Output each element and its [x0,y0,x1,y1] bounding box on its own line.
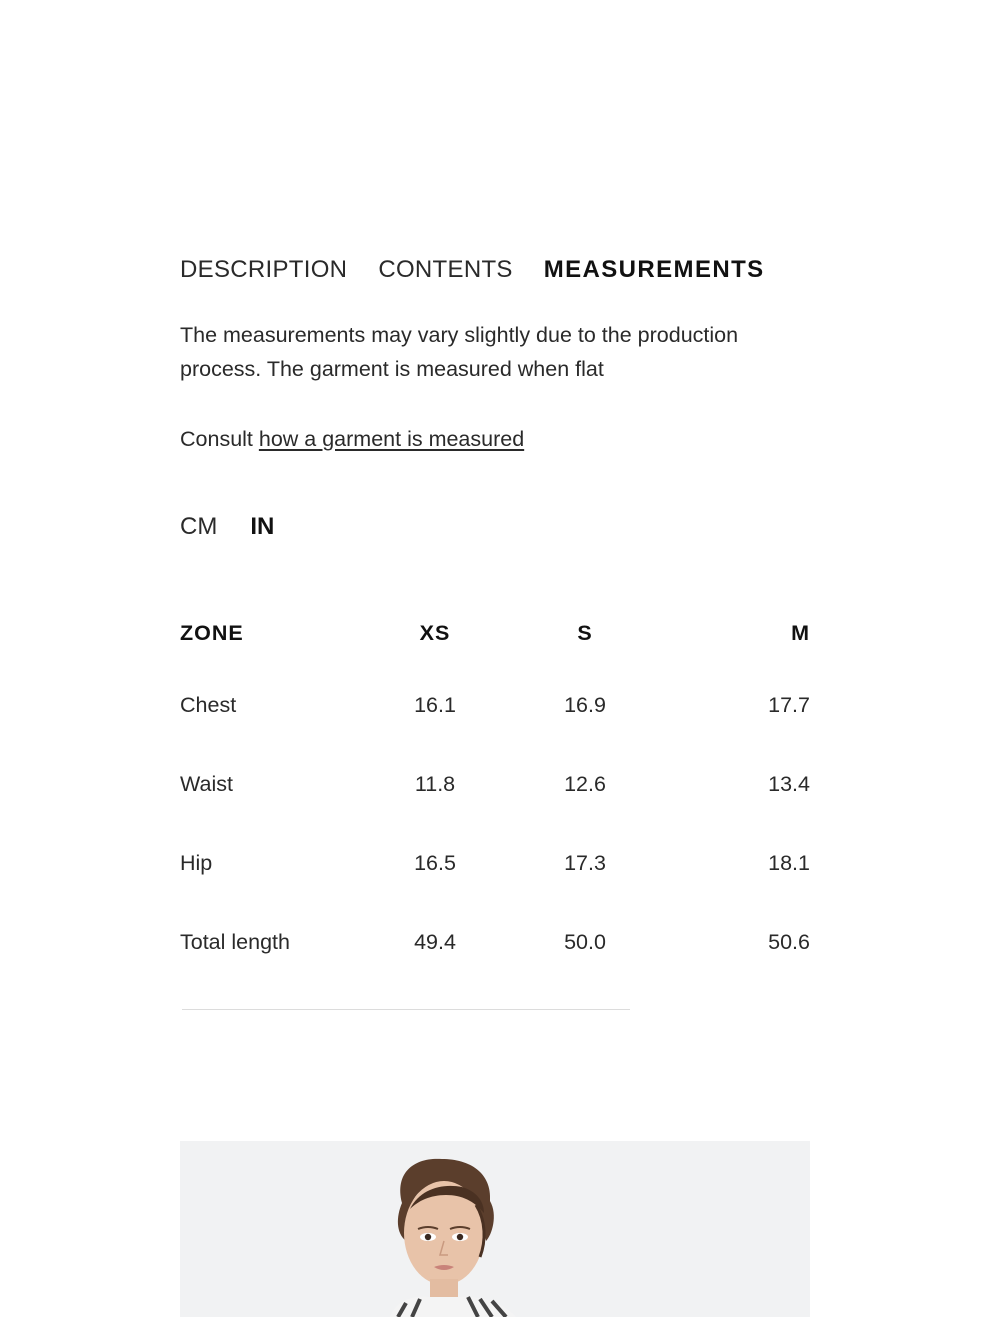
unit-in-button[interactable]: IN [250,513,275,540]
value-cell: 13.4 [768,772,810,796]
column-header-s: S [577,620,593,645]
value-cell: 11.8 [414,772,456,796]
column-header-m: M [791,620,810,645]
value-cell: 16.1 [414,693,456,717]
tab-measurements[interactable]: MEASUREMENTS [543,256,765,283]
zone-cell: Total length [180,930,290,954]
table-header-row [180,600,810,666]
consult-line [180,427,524,452]
table-row [180,745,810,824]
table-row [180,824,810,903]
unit-toggle [180,513,307,541]
model-photo-illustration [180,1141,810,1317]
table-row [180,666,810,745]
value-cell: 17.7 [768,693,810,717]
model-photo [180,1141,810,1317]
column-header-xs: XS [419,620,451,645]
tab-contents[interactable]: CONTENTS [378,256,513,283]
product-info-tabs [180,256,765,284]
zone-cell: Hip [180,851,213,875]
tab-description[interactable]: DESCRIPTION [180,256,348,283]
measurements-note: The measurements may vary slightly due to the production process. The garment is measured when flat [180,323,739,381]
value-cell: 50.6 [768,930,810,954]
table-row [180,903,810,982]
value-cell: 18.1 [768,851,810,875]
zone-cell: Chest [180,693,237,717]
value-cell: 12.6 [564,772,606,796]
size-measurements-table [180,600,810,982]
consult-prefix: Consult [180,427,259,451]
value-cell: 50.0 [564,930,606,954]
how-garment-measured-link[interactable]: how a garment is measured [258,427,525,451]
column-header-zone: ZONE [180,620,244,645]
value-cell: 16.5 [414,851,456,875]
value-cell: 17.3 [564,851,606,875]
value-cell: 49.4 [414,930,456,954]
value-cell: 16.9 [564,693,606,717]
zone-cell: Waist [180,772,233,796]
table-divider [182,1009,630,1010]
unit-cm-button[interactable]: CM [180,513,218,540]
